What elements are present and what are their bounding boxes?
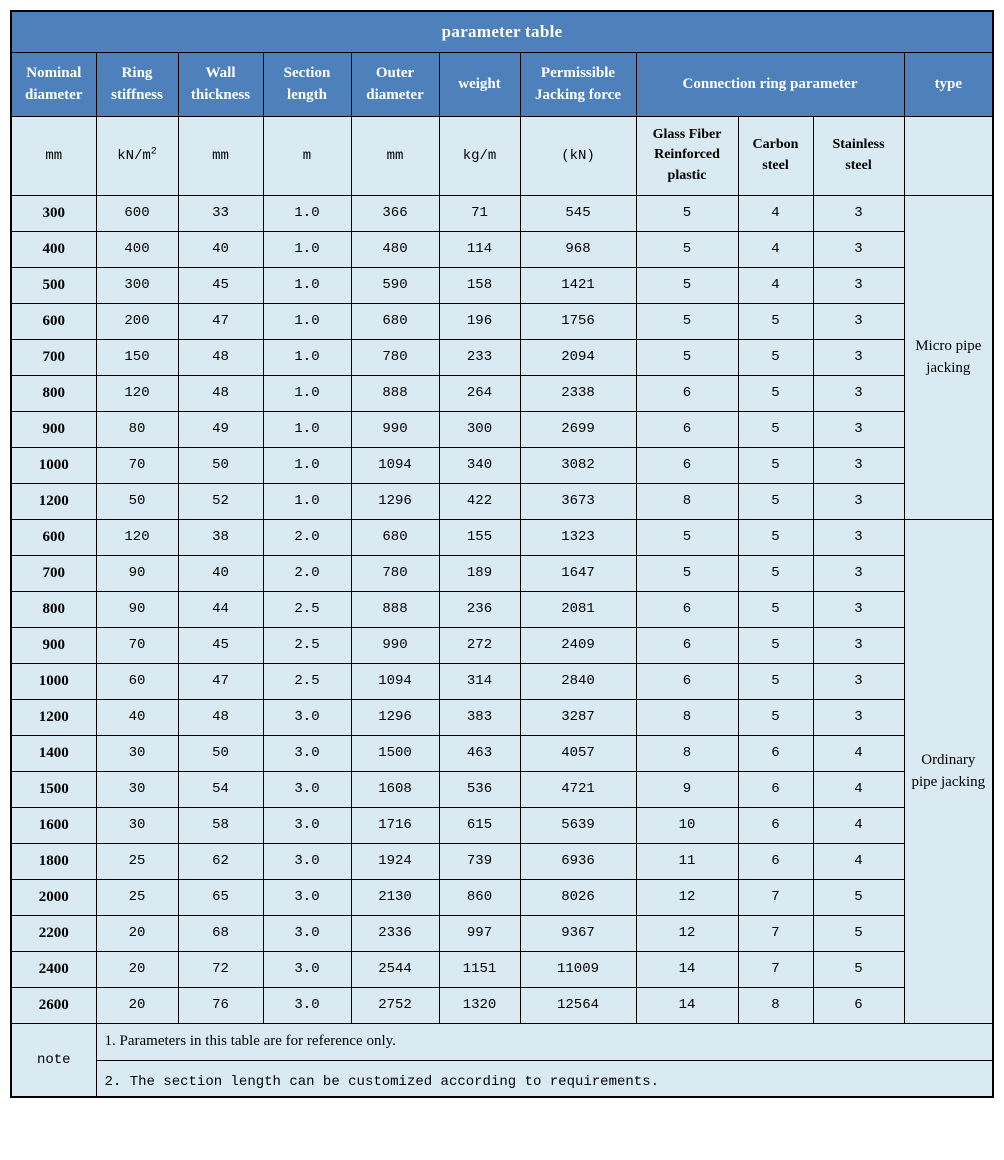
- wall-thickness-cell: 48: [178, 699, 263, 735]
- nominal-diameter-cell: 700: [11, 555, 96, 591]
- note-item-2: 2. The section length can be customized according to requirements.: [96, 1060, 993, 1097]
- stainless-steel-rings-cell: 3: [813, 195, 904, 231]
- unit-jacking-force: (kN): [520, 116, 636, 195]
- wall-thickness-cell: 44: [178, 591, 263, 627]
- stainless-steel-rings-cell: 3: [813, 483, 904, 519]
- glass-fiber-rings-cell: 5: [636, 555, 738, 591]
- carbon-steel-rings-cell: 7: [738, 951, 813, 987]
- section-length-cell: 2.5: [263, 663, 351, 699]
- stainless-steel-rings-cell: 3: [813, 231, 904, 267]
- unit-nominal-diameter: mm: [11, 116, 96, 195]
- type-cell: Micro pipe jacking: [904, 195, 993, 519]
- nominal-diameter-cell: 1600: [11, 807, 96, 843]
- stainless-steel-rings-cell: 3: [813, 411, 904, 447]
- table-row: [11, 915, 993, 951]
- stainless-steel-rings-cell: 3: [813, 555, 904, 591]
- nominal-diameter-cell: 1400: [11, 735, 96, 771]
- glass-fiber-rings-cell: 5: [636, 267, 738, 303]
- wall-thickness-cell: 38: [178, 519, 263, 555]
- table-row: [11, 879, 993, 915]
- carbon-steel-rings-cell: 5: [738, 555, 813, 591]
- section-length-cell: 3.0: [263, 843, 351, 879]
- weight-cell: 71: [439, 195, 520, 231]
- nominal-diameter-cell: 800: [11, 375, 96, 411]
- table-row: [11, 231, 993, 267]
- stainless-steel-rings-cell: 3: [813, 375, 904, 411]
- jacking-force-cell: 2840: [520, 663, 636, 699]
- stainless-steel-rings-cell: 4: [813, 843, 904, 879]
- wall-thickness-cell: 47: [178, 303, 263, 339]
- jacking-force-cell: 1421: [520, 267, 636, 303]
- unit-ring-stiffness-exponent: 2: [150, 145, 157, 157]
- carbon-steel-rings-cell: 5: [738, 375, 813, 411]
- jacking-force-cell: 968: [520, 231, 636, 267]
- jacking-force-cell: 2094: [520, 339, 636, 375]
- glass-fiber-rings-cell: 12: [636, 915, 738, 951]
- ring-stiffness-cell: 200: [96, 303, 178, 339]
- nominal-diameter-cell: 300: [11, 195, 96, 231]
- weight-cell: 536: [439, 771, 520, 807]
- carbon-steel-rings-cell: 5: [738, 483, 813, 519]
- table-row: [11, 663, 993, 699]
- stainless-steel-rings-cell: 3: [813, 663, 904, 699]
- wall-thickness-cell: 58: [178, 807, 263, 843]
- jacking-force-cell: 12564: [520, 987, 636, 1023]
- wall-thickness-cell: 47: [178, 663, 263, 699]
- glass-fiber-rings-cell: 12: [636, 879, 738, 915]
- carbon-steel-rings-cell: 6: [738, 771, 813, 807]
- carbon-steel-rings-cell: 4: [738, 267, 813, 303]
- nominal-diameter-cell: 800: [11, 591, 96, 627]
- carbon-steel-rings-cell: 4: [738, 231, 813, 267]
- glass-fiber-rings-cell: 6: [636, 411, 738, 447]
- unit-type-empty: [904, 116, 993, 195]
- column-header-row: [11, 52, 993, 116]
- outer-diameter-cell: 2336: [351, 915, 439, 951]
- outer-diameter-cell: 1608: [351, 771, 439, 807]
- outer-diameter-cell: 1500: [351, 735, 439, 771]
- ring-stiffness-cell: 20: [96, 915, 178, 951]
- section-length-cell: 1.0: [263, 375, 351, 411]
- section-length-cell: 1.0: [263, 339, 351, 375]
- glass-fiber-rings-cell: 9: [636, 771, 738, 807]
- subheader-stainless-steel: Stainless steel: [813, 116, 904, 195]
- glass-fiber-rings-cell: 6: [636, 663, 738, 699]
- weight-cell: 860: [439, 879, 520, 915]
- table-row: [11, 987, 993, 1023]
- ring-stiffness-cell: 120: [96, 519, 178, 555]
- column-header-outer-diameter: Outer diameter: [351, 52, 439, 116]
- nominal-diameter-cell: 500: [11, 267, 96, 303]
- outer-diameter-cell: 2130: [351, 879, 439, 915]
- weight-cell: 422: [439, 483, 520, 519]
- stainless-steel-rings-cell: 4: [813, 807, 904, 843]
- carbon-steel-rings-cell: 5: [738, 303, 813, 339]
- column-header-wall-thickness: Wall thickness: [178, 52, 263, 116]
- stainless-steel-rings-cell: 5: [813, 951, 904, 987]
- nominal-diameter-cell: 1500: [11, 771, 96, 807]
- parameter-table: [10, 10, 994, 1098]
- ring-stiffness-cell: 150: [96, 339, 178, 375]
- unit-wall-thickness: mm: [178, 116, 263, 195]
- parameter-table-container: [10, 10, 994, 1098]
- jacking-force-cell: 1647: [520, 555, 636, 591]
- wall-thickness-cell: 72: [178, 951, 263, 987]
- wall-thickness-cell: 40: [178, 555, 263, 591]
- weight-cell: 383: [439, 699, 520, 735]
- nominal-diameter-cell: 900: [11, 627, 96, 663]
- outer-diameter-cell: 780: [351, 555, 439, 591]
- jacking-force-cell: 545: [520, 195, 636, 231]
- wall-thickness-cell: 33: [178, 195, 263, 231]
- note-row-2: [11, 1060, 993, 1097]
- ring-stiffness-cell: 60: [96, 663, 178, 699]
- wall-thickness-cell: 62: [178, 843, 263, 879]
- table-row: [11, 339, 993, 375]
- weight-cell: 189: [439, 555, 520, 591]
- outer-diameter-cell: 990: [351, 411, 439, 447]
- table-row: [11, 735, 993, 771]
- jacking-force-cell: 4721: [520, 771, 636, 807]
- table-row: [11, 699, 993, 735]
- unit-weight: kg/m: [439, 116, 520, 195]
- table-body: [11, 195, 993, 1023]
- weight-cell: 155: [439, 519, 520, 555]
- table-row: [11, 519, 993, 555]
- section-length-cell: 3.0: [263, 987, 351, 1023]
- weight-cell: 233: [439, 339, 520, 375]
- ring-stiffness-cell: 90: [96, 591, 178, 627]
- jacking-force-cell: 1756: [520, 303, 636, 339]
- unit-ring-stiffness: [96, 116, 178, 195]
- glass-fiber-rings-cell: 5: [636, 195, 738, 231]
- weight-cell: 463: [439, 735, 520, 771]
- ring-stiffness-cell: 600: [96, 195, 178, 231]
- outer-diameter-cell: 1716: [351, 807, 439, 843]
- column-header-jacking-force: Permissible Jacking force: [520, 52, 636, 116]
- stainless-steel-rings-cell: 3: [813, 699, 904, 735]
- glass-fiber-rings-cell: 6: [636, 627, 738, 663]
- carbon-steel-rings-cell: 5: [738, 519, 813, 555]
- table-row: [11, 411, 993, 447]
- nominal-diameter-cell: 600: [11, 519, 96, 555]
- note-label: note: [11, 1023, 96, 1097]
- stainless-steel-rings-cell: 4: [813, 771, 904, 807]
- table-row: [11, 267, 993, 303]
- glass-fiber-rings-cell: 6: [636, 375, 738, 411]
- ring-stiffness-cell: 70: [96, 627, 178, 663]
- table-row: [11, 195, 993, 231]
- type-cell: Ordinary pipe jacking: [904, 519, 993, 1023]
- column-header-nominal-diameter: Nominal diameter: [11, 52, 96, 116]
- section-length-cell: 1.0: [263, 447, 351, 483]
- weight-cell: 264: [439, 375, 520, 411]
- ring-stiffness-cell: 20: [96, 951, 178, 987]
- column-header-type: type: [904, 52, 993, 116]
- wall-thickness-cell: 54: [178, 771, 263, 807]
- wall-thickness-cell: 48: [178, 339, 263, 375]
- table-row: [11, 555, 993, 591]
- section-length-cell: 2.5: [263, 591, 351, 627]
- outer-diameter-cell: 1924: [351, 843, 439, 879]
- weight-cell: 739: [439, 843, 520, 879]
- carbon-steel-rings-cell: 7: [738, 879, 813, 915]
- section-length-cell: 3.0: [263, 735, 351, 771]
- table-row: [11, 483, 993, 519]
- nominal-diameter-cell: 1000: [11, 663, 96, 699]
- wall-thickness-cell: 68: [178, 915, 263, 951]
- outer-diameter-cell: 366: [351, 195, 439, 231]
- outer-diameter-cell: 780: [351, 339, 439, 375]
- weight-cell: 158: [439, 267, 520, 303]
- outer-diameter-cell: 2544: [351, 951, 439, 987]
- wall-thickness-cell: 76: [178, 987, 263, 1023]
- jacking-force-cell: 8026: [520, 879, 636, 915]
- jacking-force-cell: 6936: [520, 843, 636, 879]
- ring-stiffness-cell: 30: [96, 735, 178, 771]
- glass-fiber-rings-cell: 5: [636, 231, 738, 267]
- glass-fiber-rings-cell: 10: [636, 807, 738, 843]
- stainless-steel-rings-cell: 6: [813, 987, 904, 1023]
- ring-stiffness-cell: 25: [96, 879, 178, 915]
- stainless-steel-rings-cell: 5: [813, 879, 904, 915]
- section-length-cell: 3.0: [263, 951, 351, 987]
- note-row-1: [11, 1023, 993, 1060]
- jacking-force-cell: 1323: [520, 519, 636, 555]
- wall-thickness-cell: 50: [178, 447, 263, 483]
- section-length-cell: 1.0: [263, 231, 351, 267]
- glass-fiber-rings-cell: 5: [636, 339, 738, 375]
- section-length-cell: 1.0: [263, 483, 351, 519]
- jacking-force-cell: 9367: [520, 915, 636, 951]
- glass-fiber-rings-cell: 5: [636, 303, 738, 339]
- table-row: [11, 375, 993, 411]
- carbon-steel-rings-cell: 6: [738, 735, 813, 771]
- weight-cell: 196: [439, 303, 520, 339]
- glass-fiber-rings-cell: 8: [636, 699, 738, 735]
- ring-stiffness-cell: 40: [96, 699, 178, 735]
- jacking-force-cell: 4057: [520, 735, 636, 771]
- units-row: [11, 116, 993, 195]
- weight-cell: 997: [439, 915, 520, 951]
- stainless-steel-rings-cell: 4: [813, 735, 904, 771]
- column-header-ring-stiffness: Ring stiffness: [96, 52, 178, 116]
- ring-stiffness-cell: 90: [96, 555, 178, 591]
- jacking-force-cell: 3082: [520, 447, 636, 483]
- stainless-steel-rings-cell: 3: [813, 447, 904, 483]
- nominal-diameter-cell: 600: [11, 303, 96, 339]
- jacking-force-cell: 2338: [520, 375, 636, 411]
- ring-stiffness-cell: 120: [96, 375, 178, 411]
- carbon-steel-rings-cell: 8: [738, 987, 813, 1023]
- glass-fiber-rings-cell: 5: [636, 519, 738, 555]
- weight-cell: 1320: [439, 987, 520, 1023]
- carbon-steel-rings-cell: 5: [738, 663, 813, 699]
- nominal-diameter-cell: 400: [11, 231, 96, 267]
- carbon-steel-rings-cell: 5: [738, 411, 813, 447]
- glass-fiber-rings-cell: 6: [636, 447, 738, 483]
- carbon-steel-rings-cell: 5: [738, 699, 813, 735]
- nominal-diameter-cell: 2000: [11, 879, 96, 915]
- carbon-steel-rings-cell: 5: [738, 627, 813, 663]
- subheader-carbon-steel: Carbon steel: [738, 116, 813, 195]
- outer-diameter-cell: 1094: [351, 447, 439, 483]
- nominal-diameter-cell: 2200: [11, 915, 96, 951]
- glass-fiber-rings-cell: 8: [636, 483, 738, 519]
- stainless-steel-rings-cell: 3: [813, 519, 904, 555]
- jacking-force-cell: 3287: [520, 699, 636, 735]
- table-row: [11, 843, 993, 879]
- glass-fiber-rings-cell: 14: [636, 951, 738, 987]
- stainless-steel-rings-cell: 3: [813, 339, 904, 375]
- jacking-force-cell: 2699: [520, 411, 636, 447]
- jacking-force-cell: 2409: [520, 627, 636, 663]
- note-section: [11, 1023, 993, 1097]
- wall-thickness-cell: 52: [178, 483, 263, 519]
- carbon-steel-rings-cell: 6: [738, 843, 813, 879]
- unit-outer-diameter: mm: [351, 116, 439, 195]
- stainless-steel-rings-cell: 3: [813, 303, 904, 339]
- title-row: [11, 11, 993, 52]
- subheader-glass-fiber: Glass Fiber Reinforced plastic: [636, 116, 738, 195]
- nominal-diameter-cell: 1800: [11, 843, 96, 879]
- table-row: [11, 807, 993, 843]
- weight-cell: 236: [439, 591, 520, 627]
- ring-stiffness-cell: 400: [96, 231, 178, 267]
- outer-diameter-cell: 2752: [351, 987, 439, 1023]
- nominal-diameter-cell: 2600: [11, 987, 96, 1023]
- carbon-steel-rings-cell: 5: [738, 591, 813, 627]
- section-length-cell: 1.0: [263, 303, 351, 339]
- weight-cell: 300: [439, 411, 520, 447]
- weight-cell: 114: [439, 231, 520, 267]
- ring-stiffness-cell: 30: [96, 807, 178, 843]
- stainless-steel-rings-cell: 3: [813, 591, 904, 627]
- stainless-steel-rings-cell: 3: [813, 267, 904, 303]
- section-length-cell: 1.0: [263, 195, 351, 231]
- outer-diameter-cell: 1296: [351, 483, 439, 519]
- wall-thickness-cell: 49: [178, 411, 263, 447]
- nominal-diameter-cell: 900: [11, 411, 96, 447]
- jacking-force-cell: 3673: [520, 483, 636, 519]
- carbon-steel-rings-cell: 5: [738, 447, 813, 483]
- jacking-force-cell: 11009: [520, 951, 636, 987]
- carbon-steel-rings-cell: 4: [738, 195, 813, 231]
- outer-diameter-cell: 680: [351, 519, 439, 555]
- outer-diameter-cell: 680: [351, 303, 439, 339]
- column-header-weight: weight: [439, 52, 520, 116]
- ring-stiffness-cell: 300: [96, 267, 178, 303]
- table-row: [11, 303, 993, 339]
- section-length-cell: 3.0: [263, 771, 351, 807]
- ring-stiffness-cell: 20: [96, 987, 178, 1023]
- nominal-diameter-cell: 1200: [11, 699, 96, 735]
- jacking-force-cell: 2081: [520, 591, 636, 627]
- outer-diameter-cell: 990: [351, 627, 439, 663]
- outer-diameter-cell: 1296: [351, 699, 439, 735]
- nominal-diameter-cell: 700: [11, 339, 96, 375]
- ring-stiffness-cell: 70: [96, 447, 178, 483]
- table-row: [11, 627, 993, 663]
- ring-stiffness-cell: 25: [96, 843, 178, 879]
- table-row: [11, 771, 993, 807]
- weight-cell: 615: [439, 807, 520, 843]
- wall-thickness-cell: 50: [178, 735, 263, 771]
- note-item-1: 1. Parameters in this table are for reference only.: [96, 1023, 993, 1060]
- section-length-cell: 2.0: [263, 519, 351, 555]
- unit-ring-stiffness-base: kN/m: [117, 147, 151, 164]
- glass-fiber-rings-cell: 6: [636, 591, 738, 627]
- section-length-cell: 3.0: [263, 807, 351, 843]
- section-length-cell: 3.0: [263, 915, 351, 951]
- wall-thickness-cell: 40: [178, 231, 263, 267]
- carbon-steel-rings-cell: 5: [738, 339, 813, 375]
- section-length-cell: 3.0: [263, 699, 351, 735]
- wall-thickness-cell: 65: [178, 879, 263, 915]
- wall-thickness-cell: 45: [178, 267, 263, 303]
- section-length-cell: 1.0: [263, 267, 351, 303]
- weight-cell: 272: [439, 627, 520, 663]
- glass-fiber-rings-cell: 11: [636, 843, 738, 879]
- ring-stiffness-cell: 50: [96, 483, 178, 519]
- ring-stiffness-cell: 30: [96, 771, 178, 807]
- carbon-steel-rings-cell: 6: [738, 807, 813, 843]
- section-length-cell: 2.0: [263, 555, 351, 591]
- outer-diameter-cell: 480: [351, 231, 439, 267]
- section-length-cell: 2.5: [263, 627, 351, 663]
- jacking-force-cell: 5639: [520, 807, 636, 843]
- wall-thickness-cell: 45: [178, 627, 263, 663]
- stainless-steel-rings-cell: 3: [813, 627, 904, 663]
- nominal-diameter-cell: 1000: [11, 447, 96, 483]
- column-header-connection-ring: Connection ring parameter: [636, 52, 904, 116]
- outer-diameter-cell: 590: [351, 267, 439, 303]
- outer-diameter-cell: 1094: [351, 663, 439, 699]
- section-length-cell: 3.0: [263, 879, 351, 915]
- table-row: [11, 447, 993, 483]
- stainless-steel-rings-cell: 5: [813, 915, 904, 951]
- nominal-diameter-cell: 2400: [11, 951, 96, 987]
- outer-diameter-cell: 888: [351, 591, 439, 627]
- weight-cell: 340: [439, 447, 520, 483]
- glass-fiber-rings-cell: 14: [636, 987, 738, 1023]
- weight-cell: 314: [439, 663, 520, 699]
- section-length-cell: 1.0: [263, 411, 351, 447]
- carbon-steel-rings-cell: 7: [738, 915, 813, 951]
- glass-fiber-rings-cell: 8: [636, 735, 738, 771]
- wall-thickness-cell: 48: [178, 375, 263, 411]
- ring-stiffness-cell: 80: [96, 411, 178, 447]
- outer-diameter-cell: 888: [351, 375, 439, 411]
- unit-section-length: m: [263, 116, 351, 195]
- table-row: [11, 591, 993, 627]
- table-row: [11, 951, 993, 987]
- column-header-section-length: Section length: [263, 52, 351, 116]
- nominal-diameter-cell: 1200: [11, 483, 96, 519]
- weight-cell: 1151: [439, 951, 520, 987]
- page-title: parameter table: [11, 11, 993, 52]
